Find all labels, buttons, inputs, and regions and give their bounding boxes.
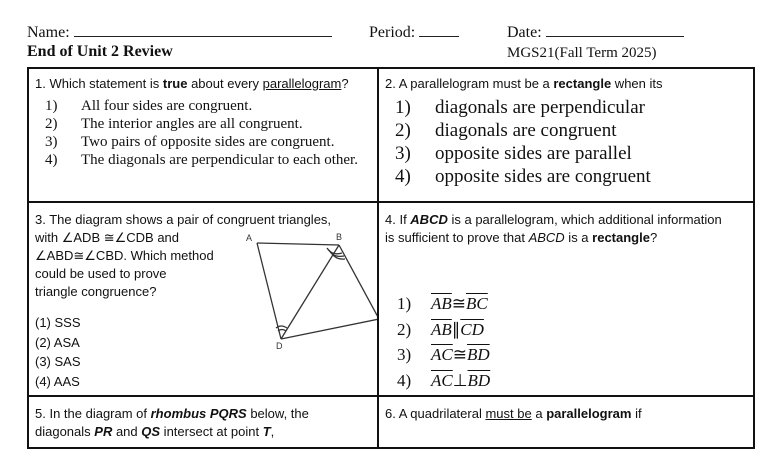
vertex-label-d: D <box>276 341 283 351</box>
triangle-diagram: A B C D <box>246 232 388 351</box>
name-blank[interactable] <box>74 22 332 37</box>
q3-choice[interactable]: (4) AAS <box>35 373 80 389</box>
q3-line: ∠ABD≅∠CBD. Which method <box>35 248 214 263</box>
date-blank[interactable] <box>546 22 684 37</box>
vertex-label-b: B <box>336 232 343 242</box>
q1-choice[interactable]: 1) All four sides are congruent. <box>45 98 253 114</box>
q3-choice[interactable]: (1) SSS <box>35 315 81 330</box>
date-label: Date: <box>507 24 542 41</box>
segment-cd <box>281 319 378 339</box>
q3-line: could be used to prove <box>35 266 167 281</box>
course-label: MGS21(Fall Term 2025) <box>507 45 657 61</box>
q3-line: 3. The diagram shows a pair of congruent triangles, <box>35 212 332 227</box>
q4-line: is sufficient to prove that ABCD is a rectangle? <box>385 230 658 245</box>
q1-choice[interactable]: 4) The diagonals are perpendicular to each other. <box>45 152 358 168</box>
q3-line: triangle congruence? <box>35 284 157 299</box>
q2-choice[interactable]: 2) diagonals are congruent <box>395 120 617 141</box>
segment-bd <box>281 245 339 339</box>
q1-stem: 1. Which statement is true about every parallelogram? <box>35 76 349 91</box>
segment-ab <box>257 243 339 245</box>
q1-choice[interactable]: 3) Two pairs of opposite sides are congruent. <box>45 134 335 150</box>
period-blank[interactable] <box>419 22 459 37</box>
name-label: Name: <box>27 24 70 41</box>
vertex-label-a: A <box>246 233 253 243</box>
period-line <box>369 22 459 42</box>
q1-choices <box>45 97 371 169</box>
question-4 <box>378 202 754 396</box>
question-6 <box>378 396 754 448</box>
q2-stem: 2. A parallelogram must be a rectangle when its <box>385 76 663 91</box>
q5-stem <box>35 403 371 441</box>
q4-choice[interactable]: 2) $\overline{AB}$ ∥ $\overline{CD}$ <box>397 319 484 339</box>
q5-line: 5. In the diagram of rhombus PQRS below, the <box>35 406 309 421</box>
segment-da <box>257 243 281 339</box>
period-label: Period: <box>369 24 416 41</box>
q4-choices <box>397 291 747 393</box>
q4-choice[interactable]: 4) $\overline{AC}$ ⊥ $\overline{BD}$ <box>397 370 491 390</box>
q3-choice[interactable]: (3) SAS <box>35 354 81 369</box>
q5-line: diagonals PR and QS intersect at point T, <box>35 424 275 439</box>
question-5 <box>28 396 378 448</box>
q2-choice[interactable]: 1) diagonals are perpendicular <box>395 97 645 118</box>
date-line <box>507 22 684 42</box>
q1-choice[interactable]: 2) The interior angles are all congruent. <box>45 116 303 132</box>
segment-bc <box>339 245 378 319</box>
q2-choice[interactable]: 3) opposite sides are parallel <box>395 143 632 164</box>
question-1 <box>28 68 378 202</box>
q4-line: 4. If ABCD is a parallelogram, which additional information <box>385 212 722 227</box>
q4-stem <box>385 209 747 247</box>
question-grid <box>27 67 755 449</box>
name-line <box>27 22 332 42</box>
q6-stem: 6. A quadrilateral must be a parallelogram if <box>385 406 642 421</box>
q3-line: with ∠ADB ≅∠CDB and <box>35 230 180 245</box>
q4-choice[interactable]: 3) $\overline{AC}$ ≅ $\overline{BD}$ <box>397 345 490 364</box>
question-2 <box>378 68 754 202</box>
q4-choice[interactable]: 1) $\overline{AB}$ ≅ $\overline{BC}$ <box>397 294 488 313</box>
q2-choices <box>395 96 747 188</box>
page-title: End of Unit 2 Review <box>27 43 173 60</box>
angle-mark-d2 <box>278 330 286 332</box>
q3-choice[interactable]: (2) ASA <box>35 334 80 350</box>
q2-choice[interactable]: 4) opposite sides are congruent <box>395 166 651 187</box>
question-3 <box>28 202 388 396</box>
